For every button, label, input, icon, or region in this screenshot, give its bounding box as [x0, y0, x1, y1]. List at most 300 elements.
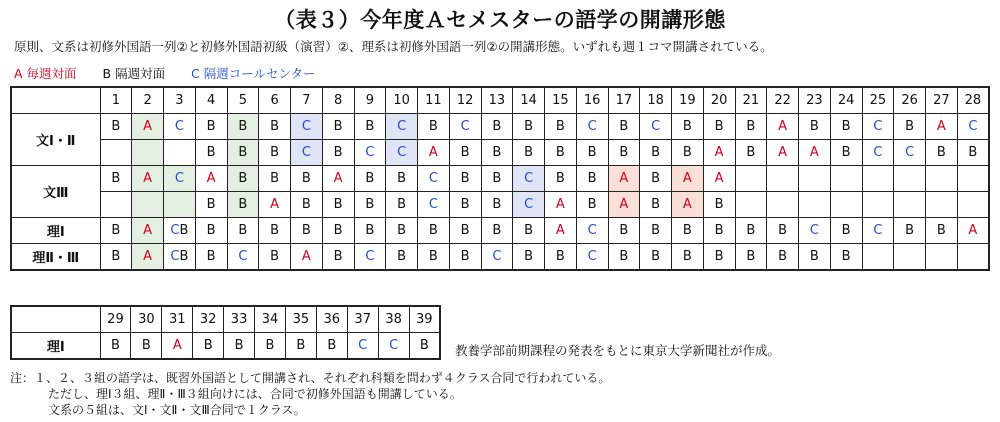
- code-b: B: [365, 197, 375, 212]
- schedule-cell: [513, 140, 545, 166]
- code-b: B: [270, 119, 280, 134]
- schedule-cell: [131, 333, 162, 360]
- code-b: B: [555, 171, 565, 186]
- schedule-cell: [957, 114, 989, 140]
- legend-item-c: C 隔週コールセンター: [191, 66, 316, 81]
- code-c: C: [365, 145, 375, 160]
- schedule-cell: [799, 244, 831, 271]
- column-header: 19: [672, 87, 704, 114]
- schedule-cell: [100, 244, 132, 271]
- schedule-cell: [926, 218, 958, 244]
- code-c: C: [397, 119, 407, 134]
- code-b: B: [651, 145, 661, 160]
- schedule-cell: [449, 114, 481, 140]
- column-header: 34: [255, 306, 286, 333]
- code-b: B: [397, 223, 407, 238]
- schedule-cell: [926, 166, 958, 192]
- code-b: B: [555, 249, 565, 264]
- code-b: B: [936, 145, 946, 160]
- schedule-cell: [799, 114, 831, 140]
- code-c: C: [524, 197, 534, 212]
- schedule-cell: [735, 166, 767, 192]
- schedule-cell: [703, 140, 735, 166]
- code-b: B: [179, 249, 189, 264]
- code-b: B: [419, 338, 429, 353]
- code-b: B: [809, 249, 819, 264]
- schedule-cell: [926, 140, 958, 166]
- schedule-cell: [322, 218, 354, 244]
- schedule-cell: [100, 166, 132, 192]
- column-header: 31: [162, 306, 193, 333]
- code-a: A: [682, 171, 692, 186]
- schedule-cell: [227, 166, 259, 192]
- code-a: A: [555, 223, 565, 238]
- code-b: B: [714, 223, 724, 238]
- code-c: C: [170, 249, 180, 264]
- schedule-cell: [894, 140, 926, 166]
- code-b: B: [492, 223, 502, 238]
- schedule-cell: [862, 140, 894, 166]
- schedule-cell: [640, 218, 672, 244]
- schedule-cell: [576, 192, 608, 218]
- code-b: B: [397, 171, 407, 186]
- schedule-cell: [576, 114, 608, 140]
- code-c: C: [460, 119, 470, 134]
- schedule-cell: [481, 166, 513, 192]
- schedule-cell: [322, 166, 354, 192]
- column-header: 3: [164, 87, 196, 114]
- schedule-cell: [259, 114, 291, 140]
- row-label: 理Ⅱ・Ⅲ: [11, 244, 100, 271]
- schedule-cell: [608, 114, 640, 140]
- code-b: B: [619, 249, 629, 264]
- schedule-cell: [926, 192, 958, 218]
- column-header: 35: [285, 306, 316, 333]
- code-c: C: [174, 119, 184, 134]
- code-c: C: [873, 119, 883, 134]
- code-b: B: [265, 338, 275, 353]
- schedule-cell: [195, 192, 227, 218]
- code-b: B: [841, 119, 851, 134]
- code-b: B: [682, 249, 692, 264]
- column-header: 22: [767, 87, 799, 114]
- row-label: 文Ⅰ・Ⅱ: [11, 114, 100, 166]
- schedule-cell: [291, 166, 323, 192]
- code-b: B: [651, 249, 661, 264]
- schedule-cell: [291, 218, 323, 244]
- source-note: 教養学部前期課程の発表をもとに東京大学新聞社が作成。: [455, 343, 781, 358]
- schedule-cell: [703, 166, 735, 192]
- schedule-cell: [640, 140, 672, 166]
- code-a: A: [301, 249, 311, 264]
- legend-item-a: A 毎週対面: [14, 66, 77, 81]
- table-row: [11, 333, 440, 360]
- schedule-cell: [291, 140, 323, 166]
- schedule-cell: [164, 244, 196, 271]
- code-b: B: [905, 223, 915, 238]
- schedule-cell: [164, 218, 196, 244]
- schedule-cell: [259, 244, 291, 271]
- code-b: B: [682, 145, 692, 160]
- footnote-line: 注：１、２、３組の語学は、既習外国語として開講され、それぞれ科類を問わず４クラス合同で行われている。: [10, 371, 611, 385]
- code-b: B: [111, 171, 121, 186]
- schedule-cell: [418, 192, 450, 218]
- code-a: A: [143, 249, 153, 264]
- schedule-cell: [132, 140, 164, 166]
- code-b: B: [714, 197, 724, 212]
- column-header: 29: [100, 306, 131, 333]
- schedule-cell: [767, 244, 799, 271]
- column-header: 13: [481, 87, 513, 114]
- column-header: 23: [799, 87, 831, 114]
- schedule-cell: [640, 244, 672, 271]
- code-b: B: [778, 249, 788, 264]
- column-header: 20: [703, 87, 735, 114]
- schedule-cell: [322, 114, 354, 140]
- code-b: B: [301, 171, 311, 186]
- code-b: B: [619, 145, 629, 160]
- row-label: 文Ⅲ: [11, 166, 100, 218]
- code-b: B: [238, 119, 248, 134]
- column-header: 14: [513, 87, 545, 114]
- column-header: 15: [545, 87, 577, 114]
- code-b: B: [206, 197, 216, 212]
- code-b: B: [111, 223, 121, 238]
- schedule-cell: [735, 244, 767, 271]
- code-c: C: [358, 338, 368, 353]
- schedule-cell: [640, 114, 672, 140]
- code-b: B: [492, 171, 502, 186]
- table-row: [11, 192, 989, 218]
- code-a: A: [714, 145, 724, 160]
- column-header: 38: [378, 306, 409, 333]
- code-b: B: [206, 223, 216, 238]
- code-b: B: [555, 145, 565, 160]
- schedule-cell: [830, 218, 862, 244]
- schedule-cell: [608, 166, 640, 192]
- code-b: B: [524, 223, 534, 238]
- code-b: B: [714, 249, 724, 264]
- code-a: A: [968, 223, 978, 238]
- schedule-cell: [259, 140, 291, 166]
- schedule-cell: [957, 244, 989, 271]
- schedule-cell: [703, 192, 735, 218]
- code-b: B: [746, 119, 756, 134]
- code-a: A: [172, 338, 182, 353]
- schedule-cell: [354, 244, 386, 271]
- code-c: C: [587, 249, 597, 264]
- schedule-cell: [481, 114, 513, 140]
- schedule-cell: [132, 166, 164, 192]
- code-c: C: [397, 145, 407, 160]
- schedule-cell: [513, 192, 545, 218]
- column-header: 18: [640, 87, 672, 114]
- schedule-cell: [957, 218, 989, 244]
- schedule-cell: [513, 114, 545, 140]
- schedule-cell: [735, 192, 767, 218]
- schedule-cell: [703, 218, 735, 244]
- code-b: B: [651, 223, 661, 238]
- schedule-cell: [862, 218, 894, 244]
- legend: [14, 64, 338, 82]
- schedule-cell: [862, 114, 894, 140]
- column-header: 11: [418, 87, 450, 114]
- schedule-cell: [162, 333, 193, 360]
- code-c: C: [238, 249, 248, 264]
- code-a: A: [270, 197, 280, 212]
- code-b: B: [270, 171, 280, 186]
- schedule-cell: [322, 244, 354, 271]
- code-b: B: [524, 249, 534, 264]
- column-header: 16: [576, 87, 608, 114]
- footnote-line: 文系の５組は、文Ⅰ・文Ⅱ・文Ⅲ合同で１クラス。: [48, 403, 306, 417]
- schedule-cell: [735, 140, 767, 166]
- column-header: 9: [354, 87, 386, 114]
- legend-item-b: B 隔週対面: [102, 66, 166, 81]
- column-header: 6: [259, 87, 291, 114]
- schedule-cell: [354, 166, 386, 192]
- code-b: B: [714, 119, 724, 134]
- column-header: 17: [608, 87, 640, 114]
- code-a: A: [714, 171, 724, 186]
- schedule-cell: [291, 114, 323, 140]
- code-a: A: [936, 119, 946, 134]
- schedule-cell: [862, 244, 894, 271]
- column-header: 33: [224, 306, 255, 333]
- code-b: B: [809, 119, 819, 134]
- code-c: C: [873, 223, 883, 238]
- column-header: 7: [291, 87, 323, 114]
- schedule-cell: [418, 140, 450, 166]
- schedule-cell: [449, 192, 481, 218]
- schedule-cell: [386, 218, 418, 244]
- code-b: B: [238, 197, 248, 212]
- schedule-cell: [545, 218, 577, 244]
- code-a: A: [778, 119, 788, 134]
- code-c: C: [587, 119, 597, 134]
- code-b: B: [746, 223, 756, 238]
- corner-cell: [11, 306, 100, 333]
- code-a: A: [809, 145, 819, 160]
- column-header: 2: [132, 87, 164, 114]
- schedule-cell: [640, 192, 672, 218]
- schedule-cell: [894, 192, 926, 218]
- schedule-cell: [227, 140, 259, 166]
- column-header: 25: [862, 87, 894, 114]
- schedule-cell: [449, 244, 481, 271]
- schedule-cell: [513, 218, 545, 244]
- schedule-cell: [481, 244, 513, 271]
- schedule-cell: [545, 114, 577, 140]
- column-header: 24: [830, 87, 862, 114]
- code-b: B: [333, 119, 343, 134]
- column-header: 30: [131, 306, 162, 333]
- code-c: C: [809, 223, 819, 238]
- schedule-cell: [132, 218, 164, 244]
- code-b: B: [327, 338, 337, 353]
- schedule-cell: [164, 192, 196, 218]
- column-header: 12: [449, 87, 481, 114]
- schedule-cell: [799, 192, 831, 218]
- code-b: B: [682, 119, 692, 134]
- schedule-cell: [418, 244, 450, 271]
- code-b: B: [492, 145, 502, 160]
- schedule-cell: [354, 114, 386, 140]
- schedule-cell: [703, 114, 735, 140]
- schedule-cell: [957, 166, 989, 192]
- schedule-cell: [576, 218, 608, 244]
- code-b: B: [333, 249, 343, 264]
- code-b: B: [397, 197, 407, 212]
- schedule-cell: [100, 192, 132, 218]
- schedule-cell: [894, 244, 926, 271]
- schedule-cell: [227, 218, 259, 244]
- code-a: A: [206, 171, 216, 186]
- row-label: 理Ⅰ: [11, 333, 100, 360]
- schedule-cell: [703, 244, 735, 271]
- code-b: B: [365, 223, 375, 238]
- schedule-cell: [195, 114, 227, 140]
- table-row: [11, 218, 989, 244]
- table-row: [11, 244, 989, 271]
- column-header: 27: [926, 87, 958, 114]
- schedule-cell: [576, 140, 608, 166]
- column-header: 10: [386, 87, 418, 114]
- code-b: B: [524, 145, 534, 160]
- code-b: B: [110, 338, 120, 353]
- schedule-cell: [608, 244, 640, 271]
- code-c: C: [587, 223, 597, 238]
- schedule-cell: [227, 114, 259, 140]
- code-b: B: [111, 249, 121, 264]
- schedule-cell: [672, 140, 704, 166]
- code-b: B: [111, 119, 121, 134]
- schedule-cell: [608, 192, 640, 218]
- code-b: B: [365, 119, 375, 134]
- schedule-cell: [640, 166, 672, 192]
- code-b: B: [587, 145, 597, 160]
- column-header: 28: [957, 87, 989, 114]
- schedule-cell: [481, 218, 513, 244]
- code-a: A: [619, 197, 629, 212]
- code-c: C: [873, 145, 883, 160]
- column-header: 8: [322, 87, 354, 114]
- schedule-cell: [195, 244, 227, 271]
- code-a: A: [333, 171, 343, 186]
- schedule-cell: [894, 166, 926, 192]
- code-b: B: [238, 145, 248, 160]
- schedule-cell: [799, 166, 831, 192]
- code-b: B: [651, 197, 661, 212]
- code-b: B: [206, 145, 216, 160]
- description: 原則、文系は初修外国語一列②と初修外国語初級（演習）②、理系は初修外国語一列②の開講形態。いずれも週１コマ開講されている。: [14, 39, 773, 54]
- code-b: B: [301, 197, 311, 212]
- schedule-cell: [386, 244, 418, 271]
- schedule-cell: [227, 244, 259, 271]
- schedule-cell: [672, 192, 704, 218]
- code-c: C: [301, 145, 311, 160]
- code-b: B: [301, 223, 311, 238]
- schedule-cell: [354, 140, 386, 166]
- code-b: B: [270, 145, 280, 160]
- column-header: 37: [347, 306, 378, 333]
- schedule-cell: [347, 333, 378, 360]
- schedule-cell: [481, 140, 513, 166]
- schedule-cell: [100, 218, 132, 244]
- schedule-cell: [195, 140, 227, 166]
- code-c: C: [301, 119, 311, 134]
- schedule-cell: [132, 114, 164, 140]
- schedule-cell: [259, 166, 291, 192]
- schedule-cell: [100, 140, 132, 166]
- code-b: B: [841, 145, 851, 160]
- schedule-cell: [830, 244, 862, 271]
- code-b: B: [905, 119, 915, 134]
- code-b: B: [238, 171, 248, 186]
- schedule-cell: [672, 114, 704, 140]
- code-b: B: [778, 223, 788, 238]
- code-c: C: [428, 197, 438, 212]
- code-b: B: [460, 171, 470, 186]
- schedule-cell: [354, 218, 386, 244]
- code-c: C: [524, 171, 534, 186]
- code-b: B: [841, 249, 851, 264]
- column-header: 1: [100, 87, 132, 114]
- schedule-cell: [386, 140, 418, 166]
- code-b: B: [936, 223, 946, 238]
- schedule-cell: [799, 140, 831, 166]
- table-title: （表３）今年度Ａセメスターの語学の開講形態: [274, 8, 726, 32]
- code-b: B: [296, 338, 306, 353]
- code-b: B: [460, 249, 470, 264]
- code-b: B: [333, 145, 343, 160]
- schedule-cell: [862, 166, 894, 192]
- schedule-cell: [259, 192, 291, 218]
- column-header: 36: [316, 306, 347, 333]
- schedule-cell: [322, 192, 354, 218]
- schedule-cell: [291, 244, 323, 271]
- schedule-cell: [227, 192, 259, 218]
- column-header: 26: [894, 87, 926, 114]
- code-b: B: [524, 119, 534, 134]
- schedule-cell: [449, 140, 481, 166]
- code-b: B: [333, 197, 343, 212]
- row-label: 理Ⅰ: [11, 218, 100, 244]
- schedule-cell: [735, 114, 767, 140]
- code-b: B: [555, 119, 565, 134]
- schedule-cell: [255, 333, 286, 360]
- code-b: B: [460, 197, 470, 212]
- schedule-cell: [830, 166, 862, 192]
- schedule-cell: [545, 140, 577, 166]
- schedule-cell: [767, 218, 799, 244]
- schedule-cell: [608, 140, 640, 166]
- schedule-table-main: [10, 86, 990, 271]
- code-b: B: [651, 171, 661, 186]
- code-b: B: [203, 338, 213, 353]
- schedule-cell: [767, 166, 799, 192]
- code-b: B: [270, 249, 280, 264]
- schedule-cell: [291, 192, 323, 218]
- code-b: B: [365, 171, 375, 186]
- code-b: B: [179, 223, 189, 238]
- code-a: A: [682, 197, 692, 212]
- schedule-cell: [767, 192, 799, 218]
- column-header: 32: [193, 306, 224, 333]
- schedule-cell: [378, 333, 409, 360]
- schedule-cell: [322, 140, 354, 166]
- schedule-cell: [386, 114, 418, 140]
